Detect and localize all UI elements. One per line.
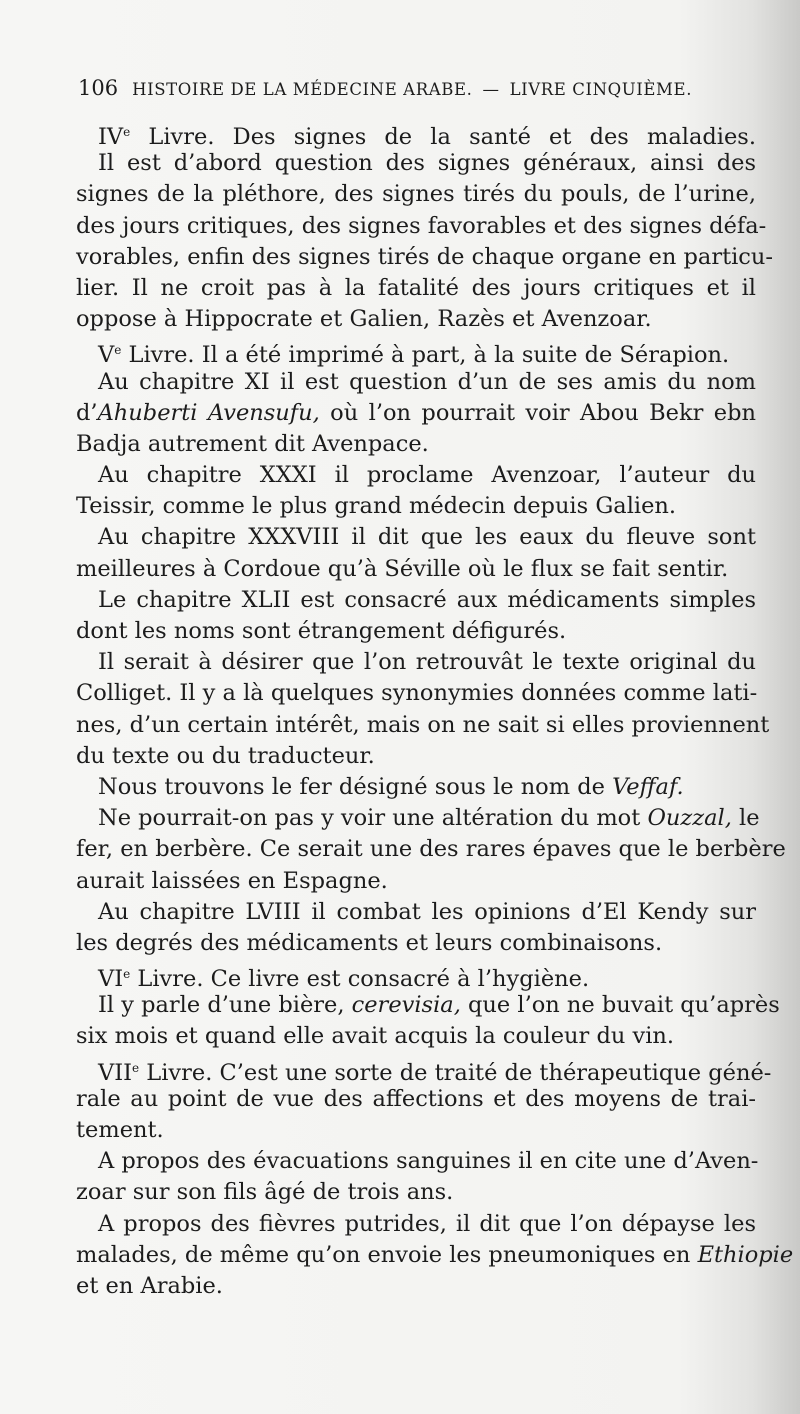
body-text [76, 117, 794, 1302]
text-span: IV [98, 124, 124, 150]
text-span: que l’on ne buvait qu’après [460, 992, 780, 1019]
text-span: A propos des évacuations sanguines il en cite une d’Aven- [98, 1148, 759, 1175]
text-span: VII [98, 1059, 133, 1086]
text-line [76, 1021, 756, 1052]
text-span: des jours critiques, des signes favorables et des signes défa- [76, 212, 767, 239]
text-span: Le chapitre XLII est consacré aux médicaments simples [98, 586, 756, 613]
text-span: malades, de même qu’on envoie les pneumoniques en [76, 1241, 698, 1268]
text-line [76, 772, 756, 803]
text-line [76, 522, 756, 553]
text-span: Au chapitre LVIII il combat les opinions d’El Kendy sur [98, 898, 756, 925]
text-line [76, 897, 756, 928]
italic-text: Veffaf. [612, 773, 684, 800]
text-line [76, 1146, 759, 1177]
italic-text: Ahuberti Avensufu, [97, 399, 320, 426]
text-span: Livre. Il a été imprimé à part, à la suite de Sérapion. [121, 342, 730, 369]
text-line [76, 959, 756, 993]
text-line [76, 803, 760, 834]
text-line [76, 242, 774, 273]
text-line [76, 460, 756, 491]
text-span: Nous trouvons le fer désigné sous le nom de [98, 773, 613, 800]
text-span: le [731, 805, 760, 832]
superscript: e [114, 343, 122, 358]
page-number: 106 [78, 76, 119, 100]
section-title: LIVRE CINQUIÈME. [509, 80, 693, 99]
text-span: du texte ou du traducteur. [76, 742, 375, 769]
text-line [76, 429, 756, 460]
text-span: Il serait à désirer que l’on retrouvât le texte original du [98, 649, 756, 676]
text-span: Au chapitre XI il est question d’un de ses amis du nom [98, 368, 756, 395]
text-line [76, 1271, 756, 1302]
text-span: Il y parle d’une bière, [98, 992, 352, 1019]
text-line [76, 335, 756, 369]
italic-text: cerevisia, [351, 992, 461, 1019]
superscript: e [123, 125, 131, 139]
text-line [76, 1177, 756, 1208]
text-line [76, 647, 756, 678]
text-span: oppose à Hippocrate et Galien, Razès et Avenzoar. [76, 306, 652, 333]
text-span: aurait laissées en Espagne. [76, 867, 388, 894]
superscript: e [132, 1060, 140, 1075]
text-line [76, 304, 756, 335]
text-line [76, 1053, 772, 1086]
text-span: nes, d’un certain intérêt, mais on ne sait si elles proviennent [76, 711, 770, 738]
text-span: Au chapitre XXXVIII il dit que les eaux du fleuve sont [98, 524, 756, 551]
text-span: les degrés des médicaments et leurs combinaisons. [76, 929, 663, 956]
text-line [76, 928, 756, 959]
text-span: Ne pourrait-on pas y voir une altération du mot [98, 805, 648, 832]
text-span: Badja autrement dit Avenpace. [76, 430, 429, 457]
text-line [76, 866, 756, 897]
text-span: signes de la pléthore, des signes tirés du pouls, de l’urine, [76, 181, 756, 208]
text-line [76, 834, 786, 865]
text-span: Teissir, comme le plus grand médecin depuis Galien. [76, 493, 677, 520]
italic-text: Ouzzal, [647, 805, 732, 832]
text-line [76, 710, 770, 741]
italic-text: Ethiopie [697, 1241, 794, 1268]
text-line [76, 616, 756, 647]
text-line [76, 1209, 756, 1240]
text-span: où l’on pourrait voir Abou Bekr ebn [319, 399, 756, 426]
text-line [76, 678, 756, 709]
text-span: dont les noms sont étrangement défigurés. [76, 618, 567, 644]
superscript: e [123, 967, 131, 982]
text-line [76, 211, 767, 242]
text-line [76, 273, 756, 304]
text-line [76, 741, 756, 772]
text-span: A propos des fièvres putrides, il dit que l’on dépayse les [98, 1210, 756, 1237]
text-span: rale au point de vue des affections et des moyens de trai- [76, 1085, 756, 1112]
running-head [78, 76, 718, 104]
text-span: Livre. C’est une sorte de traité de thérapeutique géné- [139, 1059, 772, 1086]
header-separator: — [482, 80, 500, 99]
text-span: meilleures à Cordoue qu’à Séville où le flux se fait sentir. [76, 555, 729, 582]
text-line [76, 491, 756, 522]
text-span: six mois et quand elle avait acquis la couleur du vin. [76, 1023, 675, 1050]
text-span: tement. [76, 1117, 164, 1143]
text-span: Il est d’abord question des signes généraux, ainsi des [98, 150, 756, 177]
text-span: Au chapitre XXXI il proclame Avenzoar, l’auteur du [98, 462, 756, 489]
text-span: zoar sur son fils âgé de trois ans. [76, 1179, 454, 1206]
text-span: vorables, enfin des signes tirés de chaque organe en particu- [76, 243, 774, 270]
text-line [76, 1240, 794, 1271]
text-line [76, 117, 756, 148]
text-line [76, 179, 756, 210]
text-span: V [98, 342, 115, 369]
text-span: lier. Il ne croit pas à la fatalité des jours critiques et il [76, 274, 756, 301]
text-span: fer, en berbère. Ce serait une des rares épaves que le berbère [76, 836, 786, 863]
text-line [76, 1115, 756, 1146]
running-head-title [132, 80, 718, 99]
text-line [76, 148, 756, 179]
text-span: Livre. Des signes de la santé et des maladies. [130, 124, 756, 150]
text-span: Colliget. Il y a là quelques synonymies données comme lati- [76, 680, 758, 707]
text-line [76, 398, 756, 429]
text-line [76, 990, 780, 1021]
text-span: Livre. Ce livre est consacré à l’hygiène. [130, 966, 590, 993]
text-line [76, 554, 756, 585]
text-line [76, 367, 756, 398]
text-line [76, 585, 756, 616]
text-line [76, 1084, 756, 1115]
book-title: HISTOIRE DE LA MÉDECINE ARABE. [132, 80, 473, 99]
text-span: VI [98, 966, 124, 993]
text-span: et en Arabie. [76, 1272, 223, 1299]
text-span: d’ [76, 399, 98, 426]
